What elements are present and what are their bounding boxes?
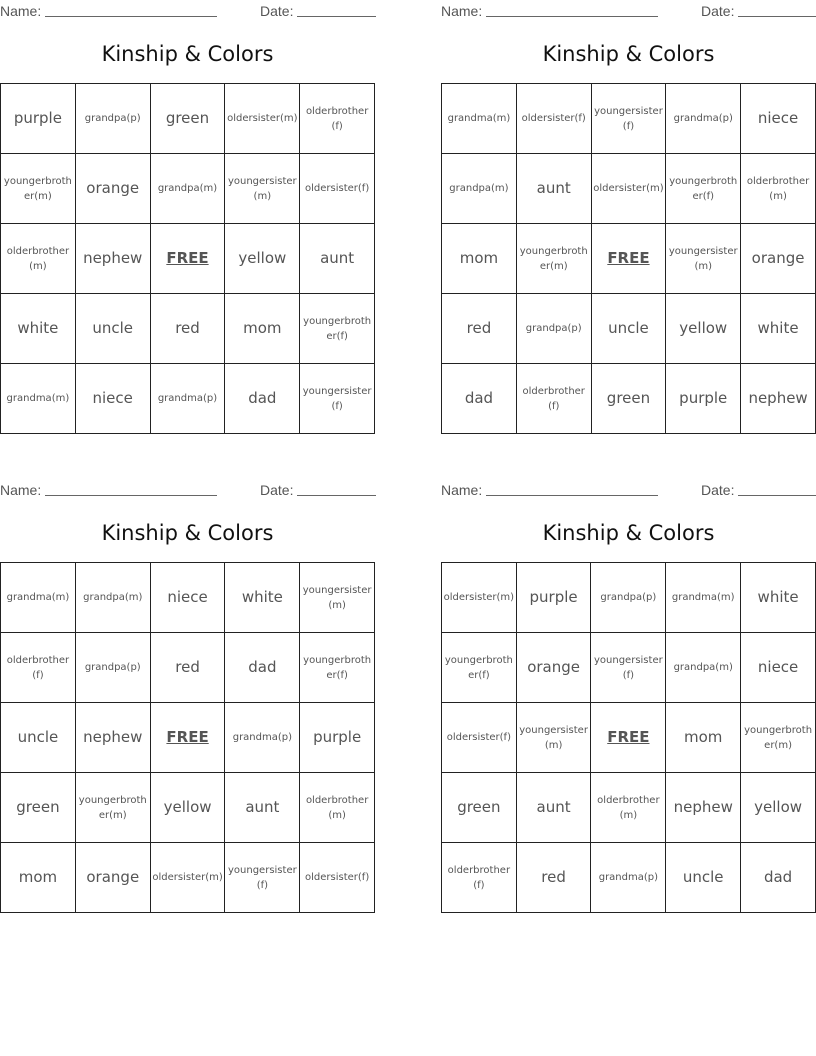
name-label: Name: — [441, 3, 483, 19]
grid-row — [442, 224, 816, 294]
date-blank-line — [738, 16, 816, 17]
bingo-card — [441, 0, 816, 412]
bingo-cell: youngersister(m) — [666, 224, 741, 294]
bingo-cell: olderbrother(m) — [741, 154, 816, 224]
bingo-cell: purple — [666, 364, 741, 434]
grid-row — [442, 703, 816, 773]
bingo-cell: oldersister(m) — [591, 154, 666, 224]
grid-row — [442, 364, 816, 434]
bingo-cell: oldersister(f) — [516, 84, 591, 154]
bingo-cell: nephew — [75, 703, 150, 773]
bingo-cell: youngersister(f) — [300, 364, 375, 434]
bingo-card — [441, 479, 816, 891]
bingo-cell: grandpa(p) — [75, 633, 150, 703]
bingo-cell: orange — [75, 843, 150, 913]
bingo-cell: uncle — [666, 843, 741, 913]
bingo-cell: youngerbrother(m) — [741, 703, 816, 773]
free-space-cell: FREE — [150, 703, 225, 773]
date-label: Date: — [701, 3, 735, 19]
bingo-cell: white — [1, 294, 76, 364]
bingo-cell: green — [150, 84, 225, 154]
card-header — [441, 0, 816, 22]
bingo-cell: yellow — [150, 773, 225, 843]
bingo-cell: oldersister(f) — [442, 703, 517, 773]
bingo-cell: mom — [225, 294, 300, 364]
date-blank-line — [738, 495, 816, 496]
bingo-cell: youngerbrother(m) — [1, 154, 76, 224]
bingo-cell: grandma(m) — [666, 563, 741, 633]
bingo-cell: white — [225, 563, 300, 633]
bingo-cell: dad — [442, 364, 517, 434]
name-label: Name: — [441, 482, 483, 498]
bingo-cell: youngersister(m) — [225, 154, 300, 224]
bingo-cell: olderbrother(f) — [442, 843, 517, 913]
free-space-cell: FREE — [591, 703, 666, 773]
card-title: Kinship & Colors — [101, 521, 274, 545]
bingo-cell: grandma(m) — [442, 84, 517, 154]
bingo-cell: youngerbrother(m) — [516, 224, 591, 294]
bingo-cell: youngerbrother(f) — [666, 154, 741, 224]
bingo-cell: aunt — [516, 154, 591, 224]
grid-row — [442, 294, 816, 364]
card-header — [441, 479, 816, 501]
grid-row — [1, 154, 375, 224]
bingo-cell: green — [591, 364, 666, 434]
bingo-cell: dad — [225, 364, 300, 434]
grid-row — [1, 364, 375, 434]
bingo-cell: olderbrother(m) — [591, 773, 666, 843]
date-blank-line — [297, 495, 376, 496]
bingo-cell: uncle — [1, 703, 76, 773]
bingo-cell: olderbrother(f) — [1, 633, 76, 703]
bingo-cell: uncle — [75, 294, 150, 364]
grid-row — [442, 843, 816, 913]
bingo-cell: red — [150, 633, 225, 703]
bingo-cell: uncle — [591, 294, 666, 364]
bingo-cell: yellow — [225, 224, 300, 294]
bingo-cell: green — [442, 773, 517, 843]
grid-row — [442, 773, 816, 843]
bingo-cell: youngersister(f) — [225, 843, 300, 913]
bingo-cell: grandma(p) — [150, 364, 225, 434]
grid-row — [442, 84, 816, 154]
bingo-cell: youngersister(f) — [591, 84, 666, 154]
bingo-cell: grandpa(m) — [666, 633, 741, 703]
bingo-card — [0, 479, 375, 891]
grid-row — [1, 294, 375, 364]
bingo-cell: aunt — [225, 773, 300, 843]
bingo-cell: olderbrother(f) — [516, 364, 591, 434]
date-label: Date: — [260, 3, 294, 19]
bingo-cell: grandpa(m) — [442, 154, 517, 224]
bingo-cell: orange — [741, 224, 816, 294]
bingo-cell: oldersister(f) — [300, 843, 375, 913]
card-title: Kinship & Colors — [542, 42, 715, 66]
bingo-cell: purple — [516, 563, 591, 633]
bingo-cell: olderbrother(m) — [300, 773, 375, 843]
bingo-cell: niece — [75, 364, 150, 434]
bingo-cell: grandma(m) — [1, 563, 76, 633]
bingo-cell: grandpa(p) — [516, 294, 591, 364]
bingo-cell: mom — [666, 703, 741, 773]
bingo-cell: youngerbrother(f) — [300, 294, 375, 364]
bingo-cell: niece — [741, 84, 816, 154]
name-blank-line — [486, 16, 658, 17]
bingo-cell: red — [516, 843, 591, 913]
bingo-cell: niece — [150, 563, 225, 633]
bingo-grid — [441, 83, 816, 434]
bingo-cell: oldersister(m) — [442, 563, 517, 633]
bingo-cell: orange — [516, 633, 591, 703]
name-label: Name: — [0, 3, 42, 19]
free-space-cell: FREE — [591, 224, 666, 294]
bingo-cell: purple — [1, 84, 76, 154]
bingo-cell: youngersister(m) — [300, 563, 375, 633]
bingo-cell: nephew — [666, 773, 741, 843]
free-space-cell: FREE — [150, 224, 225, 294]
bingo-cell: grandma(p) — [225, 703, 300, 773]
name-blank-line — [45, 16, 217, 17]
bingo-cell: youngersister(m) — [516, 703, 591, 773]
bingo-cell: red — [442, 294, 517, 364]
grid-row — [1, 224, 375, 294]
grid-row — [442, 563, 816, 633]
bingo-cell: grandma(p) — [666, 84, 741, 154]
name-blank-line — [45, 495, 217, 496]
bingo-grid — [0, 562, 375, 913]
bingo-cell: orange — [75, 154, 150, 224]
bingo-cell: olderbrother(m) — [1, 224, 76, 294]
bingo-cell: yellow — [741, 773, 816, 843]
bingo-cell: youngerbrother(f) — [442, 633, 517, 703]
bingo-cell: white — [741, 294, 816, 364]
bingo-cell: youngersister(f) — [591, 633, 666, 703]
bingo-cell: olderbrother(f) — [300, 84, 375, 154]
grid-row — [1, 633, 375, 703]
bingo-cell: grandpa(m) — [150, 154, 225, 224]
bingo-cell: grandpa(p) — [75, 84, 150, 154]
bingo-cell: oldersister(f) — [300, 154, 375, 224]
bingo-grid — [0, 83, 375, 434]
bingo-cell: oldersister(m) — [225, 84, 300, 154]
bingo-cell: aunt — [300, 224, 375, 294]
grid-row — [1, 843, 375, 913]
bingo-cell: grandpa(m) — [75, 563, 150, 633]
grid-row — [1, 773, 375, 843]
bingo-cell: nephew — [741, 364, 816, 434]
bingo-cell: mom — [442, 224, 517, 294]
grid-row — [1, 84, 375, 154]
card-header — [0, 479, 375, 501]
date-blank-line — [297, 16, 376, 17]
bingo-cell: dad — [741, 843, 816, 913]
name-label: Name: — [0, 482, 42, 498]
name-blank-line — [486, 495, 658, 496]
bingo-cell: grandpa(p) — [591, 563, 666, 633]
bingo-cell: youngerbrother(m) — [75, 773, 150, 843]
grid-row — [442, 154, 816, 224]
bingo-grid — [441, 562, 816, 913]
card-title: Kinship & Colors — [542, 521, 715, 545]
bingo-cell: niece — [741, 633, 816, 703]
grid-row — [1, 703, 375, 773]
grid-row — [1, 563, 375, 633]
bingo-cell: oldersister(m) — [150, 843, 225, 913]
card-title: Kinship & Colors — [101, 42, 274, 66]
date-label: Date: — [260, 482, 294, 498]
bingo-cell: green — [1, 773, 76, 843]
bingo-cell: mom — [1, 843, 76, 913]
bingo-cell: dad — [225, 633, 300, 703]
grid-row — [442, 633, 816, 703]
bingo-cell: grandma(p) — [591, 843, 666, 913]
bingo-cell: white — [741, 563, 816, 633]
bingo-cell: yellow — [666, 294, 741, 364]
bingo-cell: youngerbrother(f) — [300, 633, 375, 703]
bingo-cell: red — [150, 294, 225, 364]
date-label: Date: — [701, 482, 735, 498]
card-header — [0, 0, 375, 22]
bingo-cell: nephew — [75, 224, 150, 294]
bingo-cell: grandma(m) — [1, 364, 76, 434]
bingo-cell: aunt — [516, 773, 591, 843]
bingo-card — [0, 0, 375, 412]
bingo-cell: purple — [300, 703, 375, 773]
